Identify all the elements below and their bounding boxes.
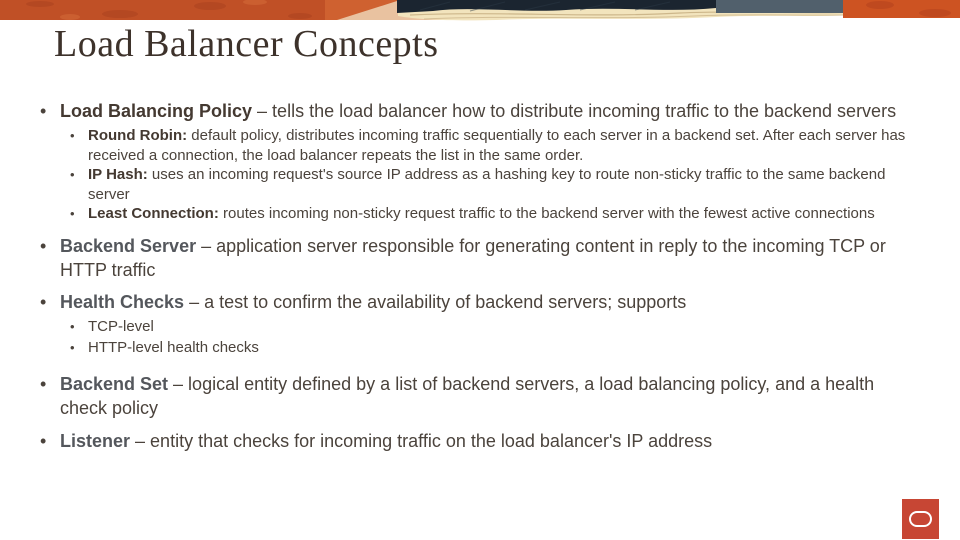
bullet-marker: •	[70, 339, 75, 355]
bullet-marker: •	[40, 430, 47, 451]
bullet-text	[88, 126, 912, 165]
desc-text: default policy, distributes incoming traffic sequentially to each server in a backend set. After each server has received a connection, the load balancer repeats the list in the same order.	[88, 127, 906, 164]
bullet-item-listener	[40, 429, 912, 453]
sub-bullet-least-connection	[70, 204, 912, 224]
bullet-text	[60, 290, 912, 314]
bullet-text	[88, 204, 912, 224]
desc-text: – entity that checks for incoming traffic on the load balancer's IP address	[130, 430, 713, 451]
term-text: Least Connection:	[88, 205, 219, 222]
sub-bullet-round-robin	[70, 126, 912, 165]
sub-bullet-group-policies	[40, 126, 912, 224]
bullet-text	[60, 234, 912, 282]
desc-text: – a test to confirm the availability of backend servers; supports	[184, 291, 687, 312]
term-text: Backend Server	[60, 235, 197, 256]
bullet-marker: •	[40, 235, 47, 256]
banner-slate-block	[716, 0, 846, 13]
term-text: Backend Set	[60, 373, 169, 394]
bullet-marker: •	[70, 318, 75, 334]
term-text: IP Hash:	[88, 166, 148, 183]
oracle-o-icon	[909, 511, 932, 527]
bullet-marker: •	[40, 291, 47, 312]
term-text: Listener	[60, 430, 131, 451]
bullet-list	[40, 99, 912, 453]
desc-text: – tells the load balancer how to distribute incoming traffic to the backend servers	[252, 101, 897, 121]
bullet-text: TCP-level	[88, 317, 154, 335]
term-text: Health Checks	[60, 291, 185, 312]
bullet-text: HTTP-level health checks	[88, 338, 259, 356]
desc-text: – logical entity defined by a list of backend servers, a load balancing policy, and a health check policy	[60, 373, 875, 418]
top-banner-art	[0, 0, 960, 22]
desc-text: – application server responsible for generating content in reply to the incoming TCP or HTTP traffic	[60, 235, 886, 280]
sub-bullet-group-health-checks	[40, 316, 912, 358]
bullet-marker: •	[40, 373, 47, 394]
desc-text: uses an incoming request's source IP address as a hashing key to route non-sticky traffic to the same backend server	[88, 166, 886, 203]
bullet-item-backend-server	[40, 234, 912, 282]
bullet-marker: •	[40, 101, 47, 121]
bullet-marker: •	[70, 128, 75, 143]
bullet-item-health-checks	[40, 290, 912, 314]
bullet-text	[60, 372, 912, 420]
desc-text: routes incoming non-sticky request traffic to the backend server with the fewest active connections	[218, 205, 875, 222]
term-text: Round Robin:	[88, 127, 188, 144]
bullet-item-backend-set	[40, 372, 912, 420]
sub-bullet-tcp-level	[70, 316, 912, 337]
bullet-text	[60, 99, 912, 123]
term-text: Load Balancing Policy	[60, 101, 253, 121]
oracle-logo	[902, 499, 939, 539]
bullet-marker: •	[70, 167, 75, 182]
sub-bullet-ip-hash	[70, 165, 912, 204]
slide-title: Load Balancer Concepts	[54, 23, 439, 65]
sub-bullet-http-level	[70, 337, 912, 358]
bullet-text	[88, 165, 912, 204]
bullet-item-load-balancing-policy	[40, 99, 912, 123]
bullet-text	[60, 429, 912, 453]
bullet-marker: •	[70, 206, 75, 221]
